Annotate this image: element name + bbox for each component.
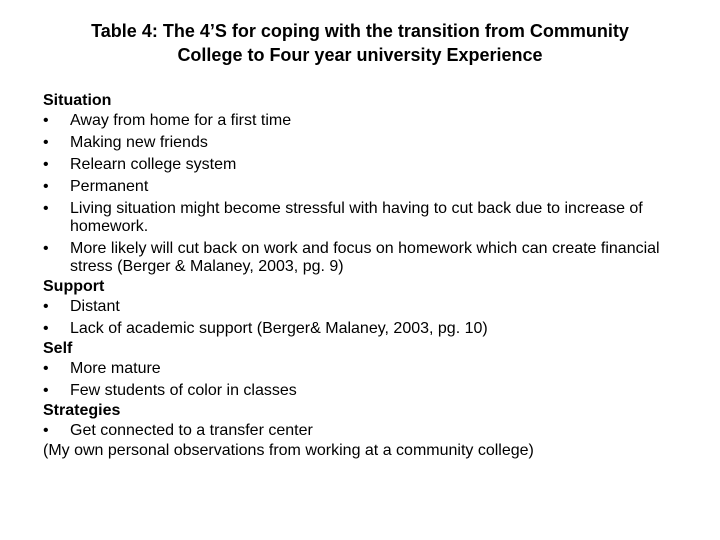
- list-item-text: More mature: [70, 360, 161, 377]
- title-line-1: Table 4: The 4’S for coping with the transition from Community: [91, 21, 629, 41]
- list-item-text: Permanent: [70, 178, 149, 195]
- list-item-text: Relearn college system: [70, 156, 237, 173]
- table-title: [40, 19, 680, 67]
- list-item: [43, 112, 703, 130]
- section-self: [43, 338, 703, 400]
- bullet-icon: •: [43, 240, 49, 257]
- observation-note: (My own personal observations from working at a community college): [43, 442, 534, 459]
- section-heading-self: Self: [43, 340, 73, 357]
- list-item-text: Away from home for a first time: [70, 112, 292, 129]
- list-item: [43, 200, 703, 236]
- list-item: [43, 240, 703, 276]
- list-item-text: More likely will cut back on work and focus on homework which can create financial stress (Berger & Malaney, 2003, pg. 9): [70, 240, 660, 275]
- bullet-icon: •: [43, 156, 49, 173]
- list-item: [43, 298, 703, 316]
- list-item: [43, 360, 703, 378]
- title-line-2: College to Four year university Experience: [177, 45, 543, 65]
- bullet-icon: •: [43, 298, 49, 315]
- self-list: [43, 360, 703, 400]
- list-item: [43, 382, 703, 400]
- section-support: [43, 276, 703, 338]
- section-strategies: [43, 400, 703, 440]
- list-item: [43, 134, 703, 152]
- bullet-icon: •: [43, 134, 49, 151]
- list-item-text: Get connected to a transfer center: [70, 422, 313, 439]
- list-item: [43, 156, 703, 174]
- list-item: [43, 422, 703, 440]
- section-heading-support: Support: [43, 278, 105, 295]
- bullet-icon: •: [43, 382, 49, 399]
- situation-list: [43, 112, 703, 276]
- support-list: [43, 298, 703, 338]
- section-situation: [43, 90, 703, 276]
- list-item: [43, 178, 703, 196]
- section-heading-situation: Situation: [43, 92, 112, 109]
- section-heading-strategies: Strategies: [43, 402, 121, 419]
- bullet-icon: •: [43, 178, 49, 195]
- bullet-icon: •: [43, 200, 49, 217]
- bullet-icon: •: [43, 422, 49, 439]
- list-item-text: Few students of color in classes: [70, 382, 297, 399]
- bullet-icon: •: [43, 360, 49, 377]
- list-item: [43, 320, 703, 338]
- list-item-text: Distant: [70, 298, 120, 315]
- document-body: [43, 90, 703, 462]
- bullet-icon: •: [43, 320, 49, 337]
- list-item-text: Living situation might become stressful with having to cut back due to increase of homework.: [70, 200, 643, 235]
- bullet-icon: •: [43, 112, 49, 129]
- list-item-text: Making new friends: [70, 134, 208, 151]
- list-item-text: Lack of academic support (Berger& Malaney, 2003, pg. 10): [70, 320, 488, 337]
- strategies-list: [43, 422, 703, 440]
